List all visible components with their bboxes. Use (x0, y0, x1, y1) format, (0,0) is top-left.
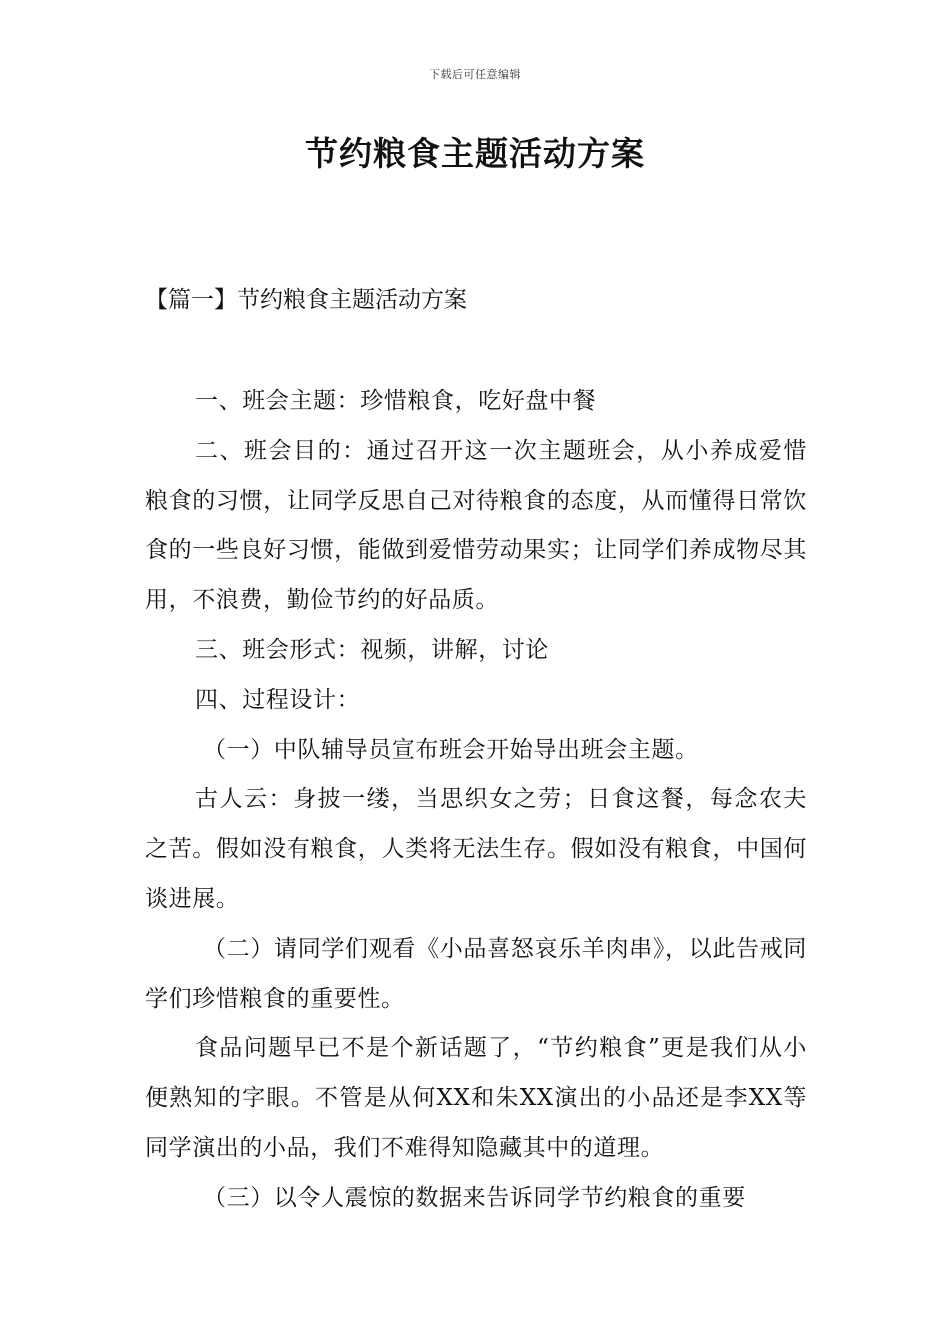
paragraph-purpose: 二、班会目的：通过召开这一次主题班会，从小养成爱惜粮食的习惯，让同学反思自己对待粮食的态度，从而懂得日常饮食的一些良好习惯，能做到爱惜劳动果实；让同学们养成物尽其用，不浪费，勤俭节约的好品质。 (145, 437, 807, 614)
paragraph-theme: 一、班会主题：珍惜粮食，吃好盘中餐 (195, 388, 597, 414)
paragraph-quote: 古人云：身披一缕，当思织女之劳；日食这餐，每念农夫之苦。假如没有粮食，人类将无法生存。假如没有粮食，中国何谈进展。 (145, 786, 807, 912)
paragraph-format: 三、班会形式：视频，讲解，讨论 (195, 636, 549, 663)
paragraph-step-2: （二）请同学们观看《小品喜怒哀乐羊肉串》，以此告戒同学们珍惜粮食的重要性。 (145, 935, 807, 1012)
document-body (145, 377, 807, 1224)
paragraph-food-topic: 食品问题早已不是个新话题了，“节约粮食”更是我们从小便熟知的字眼。不管是从何XX和朱XX演出的小品还是李XX等同学演出的小品，我们不难得知隐藏其中的道理。 (145, 1035, 807, 1161)
document-title: 节约粮食主题活动方案 (305, 134, 645, 173)
header-note: 下载后可任意编辑 (429, 68, 521, 81)
paragraph-step-1: （一）中队辅导员宣布班会开始导出班会主题。 (203, 736, 699, 763)
section-heading: 【篇一】节约粮食主题活动方案 (145, 287, 467, 313)
paragraph-step-3: （三）以令人震惊的数据来告诉同学节约粮食的重要 (203, 1184, 746, 1211)
paragraph-process: 四、过程设计： (195, 686, 361, 713)
